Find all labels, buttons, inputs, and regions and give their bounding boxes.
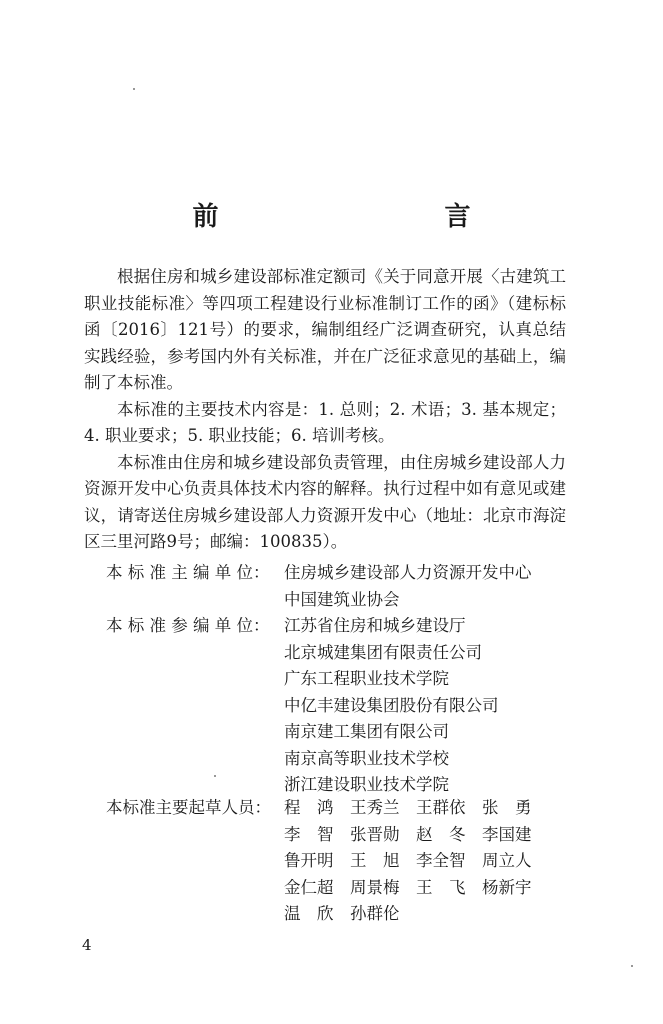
paragraph-management: 本标准由住房和城乡建设部负责管理，由住房城乡建设部人力资源开发中心负责具体技术内容的解释。执行过程中如有意见或建议，请寄送住房城乡建设部人力资源开发中心（地址：北京市海淀区三里河路9号；邮编：100835）。: [84, 452, 566, 551]
drafter-name: 李 智: [284, 824, 334, 844]
participating-unit: 南京高等职业技术学校: [284, 748, 449, 768]
participating-unit: 南京建工集团有限公司: [284, 722, 449, 741]
participating-units-label: 本 标 准 参 编 单 位：: [106, 616, 270, 635]
chief-unit: 中国建筑业协会: [284, 589, 400, 609]
drafters-grid: [284, 795, 548, 928]
drafter-name: 王秀兰: [350, 798, 400, 817]
drafter-name: 王群依: [416, 798, 466, 817]
drafter-name: 金仁超: [284, 877, 334, 897]
drafters-row: [284, 795, 548, 822]
chief-units-list: [284, 560, 532, 613]
participating-unit: 广东工程职业技术学院: [284, 669, 449, 688]
participating-unit: 江苏省住房和城乡建设厅: [284, 616, 466, 635]
preface-body: [84, 264, 566, 556]
drafter-name: 周立人: [482, 851, 532, 870]
page-title: 前 言: [192, 202, 529, 232]
drafters-row: [284, 822, 548, 849]
drafter-name: 王 旭: [350, 851, 400, 870]
drafters-row: [284, 848, 548, 875]
chief-unit: 住房城乡建设部人力资源开发中心: [284, 563, 532, 582]
participating-unit: 北京城建集团有限责任公司: [284, 642, 482, 662]
drafter-name: 赵 冬: [416, 824, 466, 844]
drafters-row: [284, 875, 548, 902]
drafter-name: 李国建: [482, 824, 532, 844]
drafter-name: 周景梅: [350, 877, 400, 897]
drafter-name: 孙群伦: [350, 904, 400, 923]
drafter-name: 李全智: [416, 851, 466, 870]
participating-unit: 中亿丰建设集团股份有限公司: [284, 695, 499, 715]
drafter-name: 程 鸿: [284, 798, 334, 817]
paragraph-contents: 本标准的主要技术内容是：1. 总则；2. 术语；3. 基本规定；4. 职业要求；5. 职业技能；6. 培训考核。: [84, 399, 566, 445]
scan-speck: [214, 775, 216, 777]
participating-units-list: [284, 613, 499, 799]
chief-units-label: 本 标 准 主 编 单 位：: [106, 563, 270, 582]
drafter-name: 温 欣: [284, 904, 334, 923]
drafter-name: 杨新宇: [482, 877, 532, 897]
page-number: 4: [82, 936, 92, 954]
drafters-row: [284, 901, 548, 928]
participating-unit: 浙江建设职业技术学院: [284, 775, 449, 794]
drafter-name: 张 勇: [482, 798, 532, 817]
scan-speck: [631, 965, 633, 967]
paragraph-basis: 根据住房和城乡建设部标准定额司《关于同意开展〈古建筑工职业技能标准〉等四项工程建设行业标准制订工作的函》（建标标函〔2016〕121号）的要求，编制组经广泛调查研究，认真总结实践经验，参考国内外有关标准，并在广泛征求意见的基础上，编制了本标准。: [84, 267, 566, 392]
drafter-name: 鲁开明: [284, 851, 334, 870]
drafter-name: 张晋勋: [350, 824, 400, 844]
scan-speck: [133, 88, 135, 90]
drafters-label: 本标准主要起草人员：: [106, 798, 271, 817]
drafter-name: 王 飞: [416, 877, 466, 897]
